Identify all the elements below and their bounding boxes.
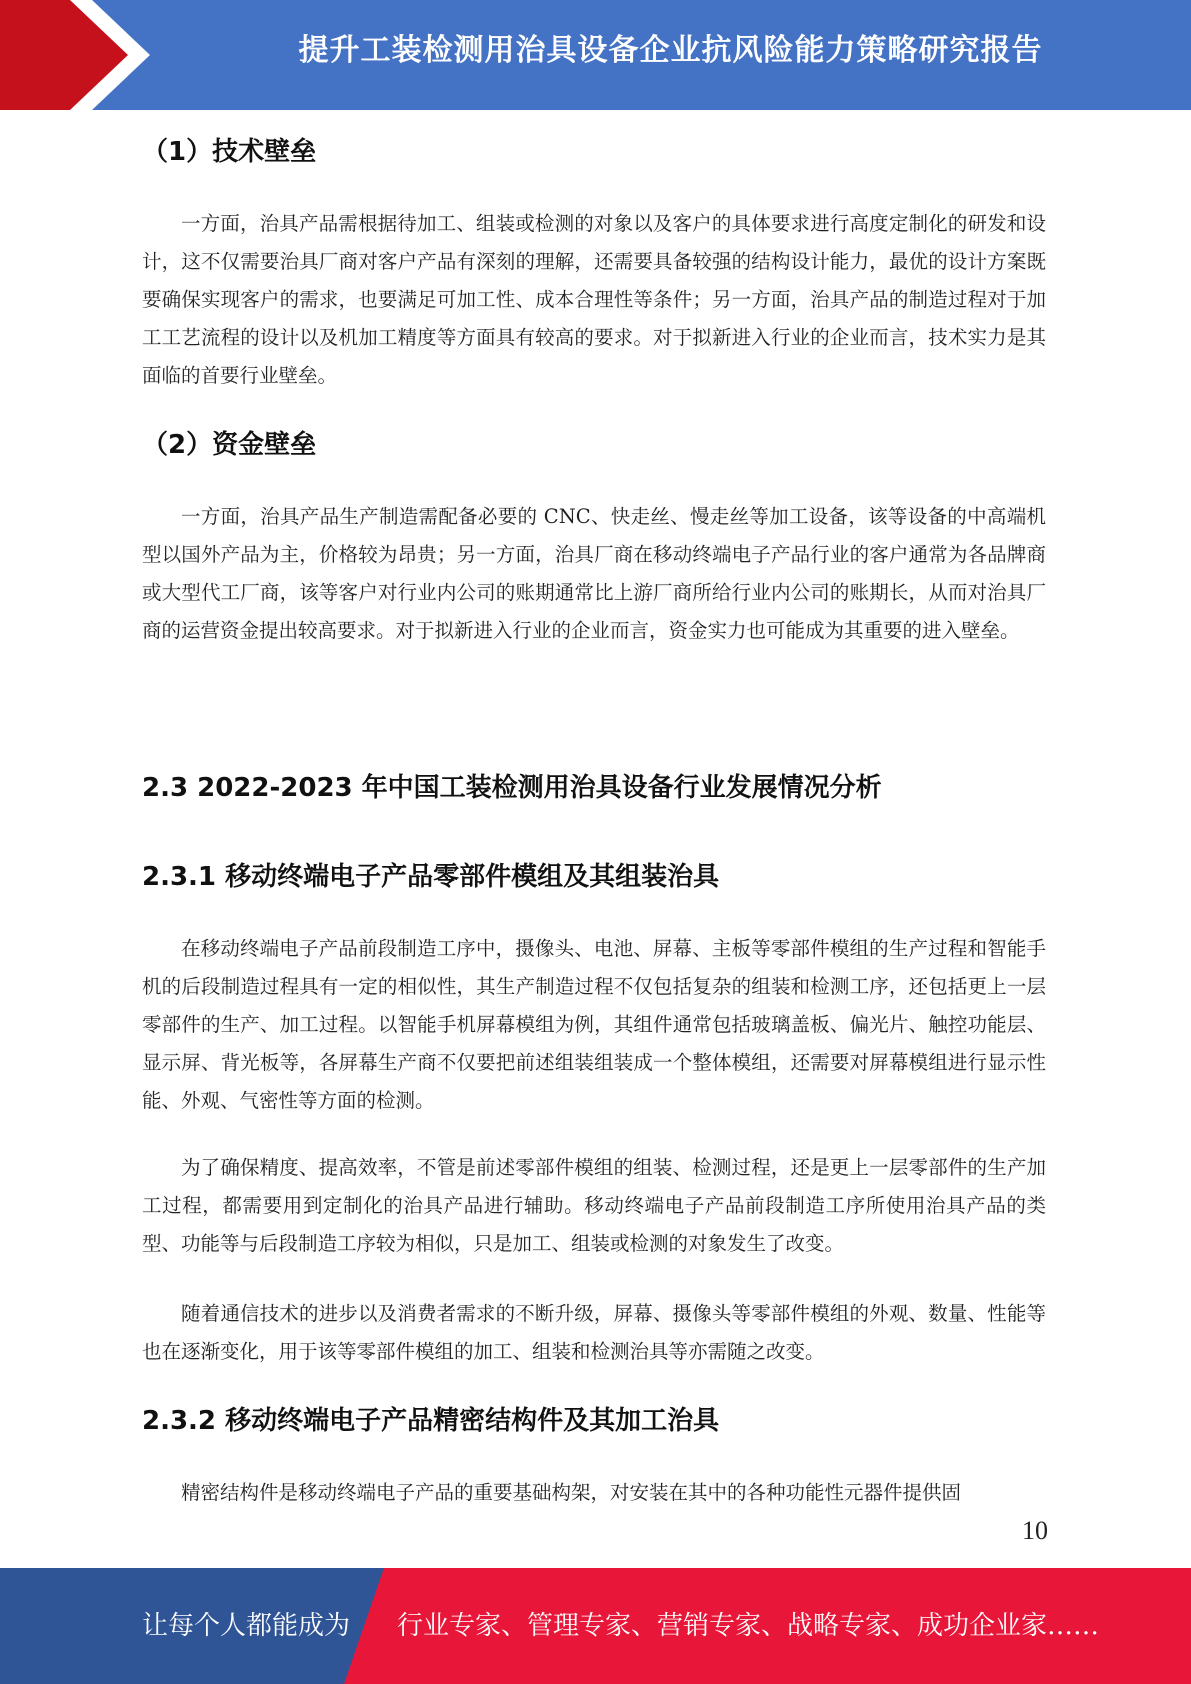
heading-tech-barrier: （1）技术壁垒 [142, 137, 317, 167]
header-chevron-icon [0, 0, 160, 110]
page-number: 10 [1022, 1516, 1048, 1545]
heading-capital-barrier: （2）资金壁垒 [142, 430, 317, 460]
footer-slogan-left: 让每个人都能成为 [142, 1611, 351, 1641]
report-title: 提升工装检测用治具设备企业抗风险能力策略研究报告 [298, 33, 1043, 68]
paragraph-2-3-1-c: 随着通信技术的进步以及消费者需求的不断升级，屏幕、摄像头等零部件模组的外观、数量、性能等也在逐渐变化，用于该等零部件模组的加工、组装和检测治具等亦需随之改变。 [142, 1302, 1046, 1363]
heading-section-2-3: 2.3 2022-2023 年中国工装检测用治具设备行业发展情况分析 [142, 773, 882, 803]
heading-section-2-3-2: 2.3.2 移动终端电子产品精密结构件及其加工治具 [142, 1406, 720, 1436]
paragraph-2-3-2-a: 精密结构件是移动终端电子产品的重要基础构架，对安装在其中的各种功能性元器件提供固 [181, 1481, 962, 1504]
paragraph-2-3-1-b: 为了确保精度、提高效率，不管是前述零部件模组的组装、检测过程，还是更上一层零部件的生产加工过程，都需要用到定制化的治具产品进行辅助。移动终端电子产品前段制造工序所使用治具产品的类型、功能等与后段制造工序较为相似，只是加工、组装或检测的对象发生了改变。 [142, 1156, 1046, 1255]
paragraph-capital-barrier: 一方面，治具产品生产制造需配备必要的 CNC、快走丝、慢走丝等加工设备，该等设备的中高端机型以国外产品为主，价格较为昂贵；另一方面，治具厂商在移动终端电子产品行业的客户通常为各品牌商或大型代工厂商，该等客户对行业内公司的账期通常比上游厂商所给行业内公司的账期长，从而对治具厂商的运营资金提出较高要求。对于拟新进入行业的企业而言，资金实力也可能成为其重要的进入壁垒。 [142, 505, 1046, 642]
paragraph-tech-barrier: 一方面，治具产品需根据待加工、组装或检测的对象以及客户的具体要求进行高度定制化的研发和设计，这不仅需要治具厂商对客户产品有深刻的理解，还需要具备较强的结构设计能力，最优的设计方案既要确保实现客户的需求，也要满足可加工性、成本合理性等条件；另一方面，治具产品的制造过程对于加工工艺流程的设计以及机加工精度等方面具有较高的要求。对于拟新进入行业的企业而言，技术实力是其面临的首要行业壁垒。 [142, 212, 1046, 387]
heading-section-2-3-1: 2.3.1 移动终端电子产品零部件模组及其组装治具 [142, 862, 720, 892]
header-bar [0, 0, 1191, 110]
paragraph-2-3-1-a: 在移动终端电子产品前段制造工序中，摄像头、电池、屏幕、主板等零部件模组的生产过程和智能手机的后段制造过程具有一定的相似性，其生产制造过程不仅包括复杂的组装和检测工序，还包括更上一层零部件的生产、加工过程。以智能手机屏幕模组为例，其组件通常包括玻璃盖板、偏光片、触控功能层、显示屏、背光板等，各屏幕生产商不仅要把前述组装组装成一个整体模组，还需要对屏幕模组进行显示性能、外观、气密性等方面的检测。 [142, 937, 1046, 1112]
footer-slogan-right: 行业专家、管理专家、营销专家、战略专家、成功企业家…… [397, 1611, 1100, 1641]
